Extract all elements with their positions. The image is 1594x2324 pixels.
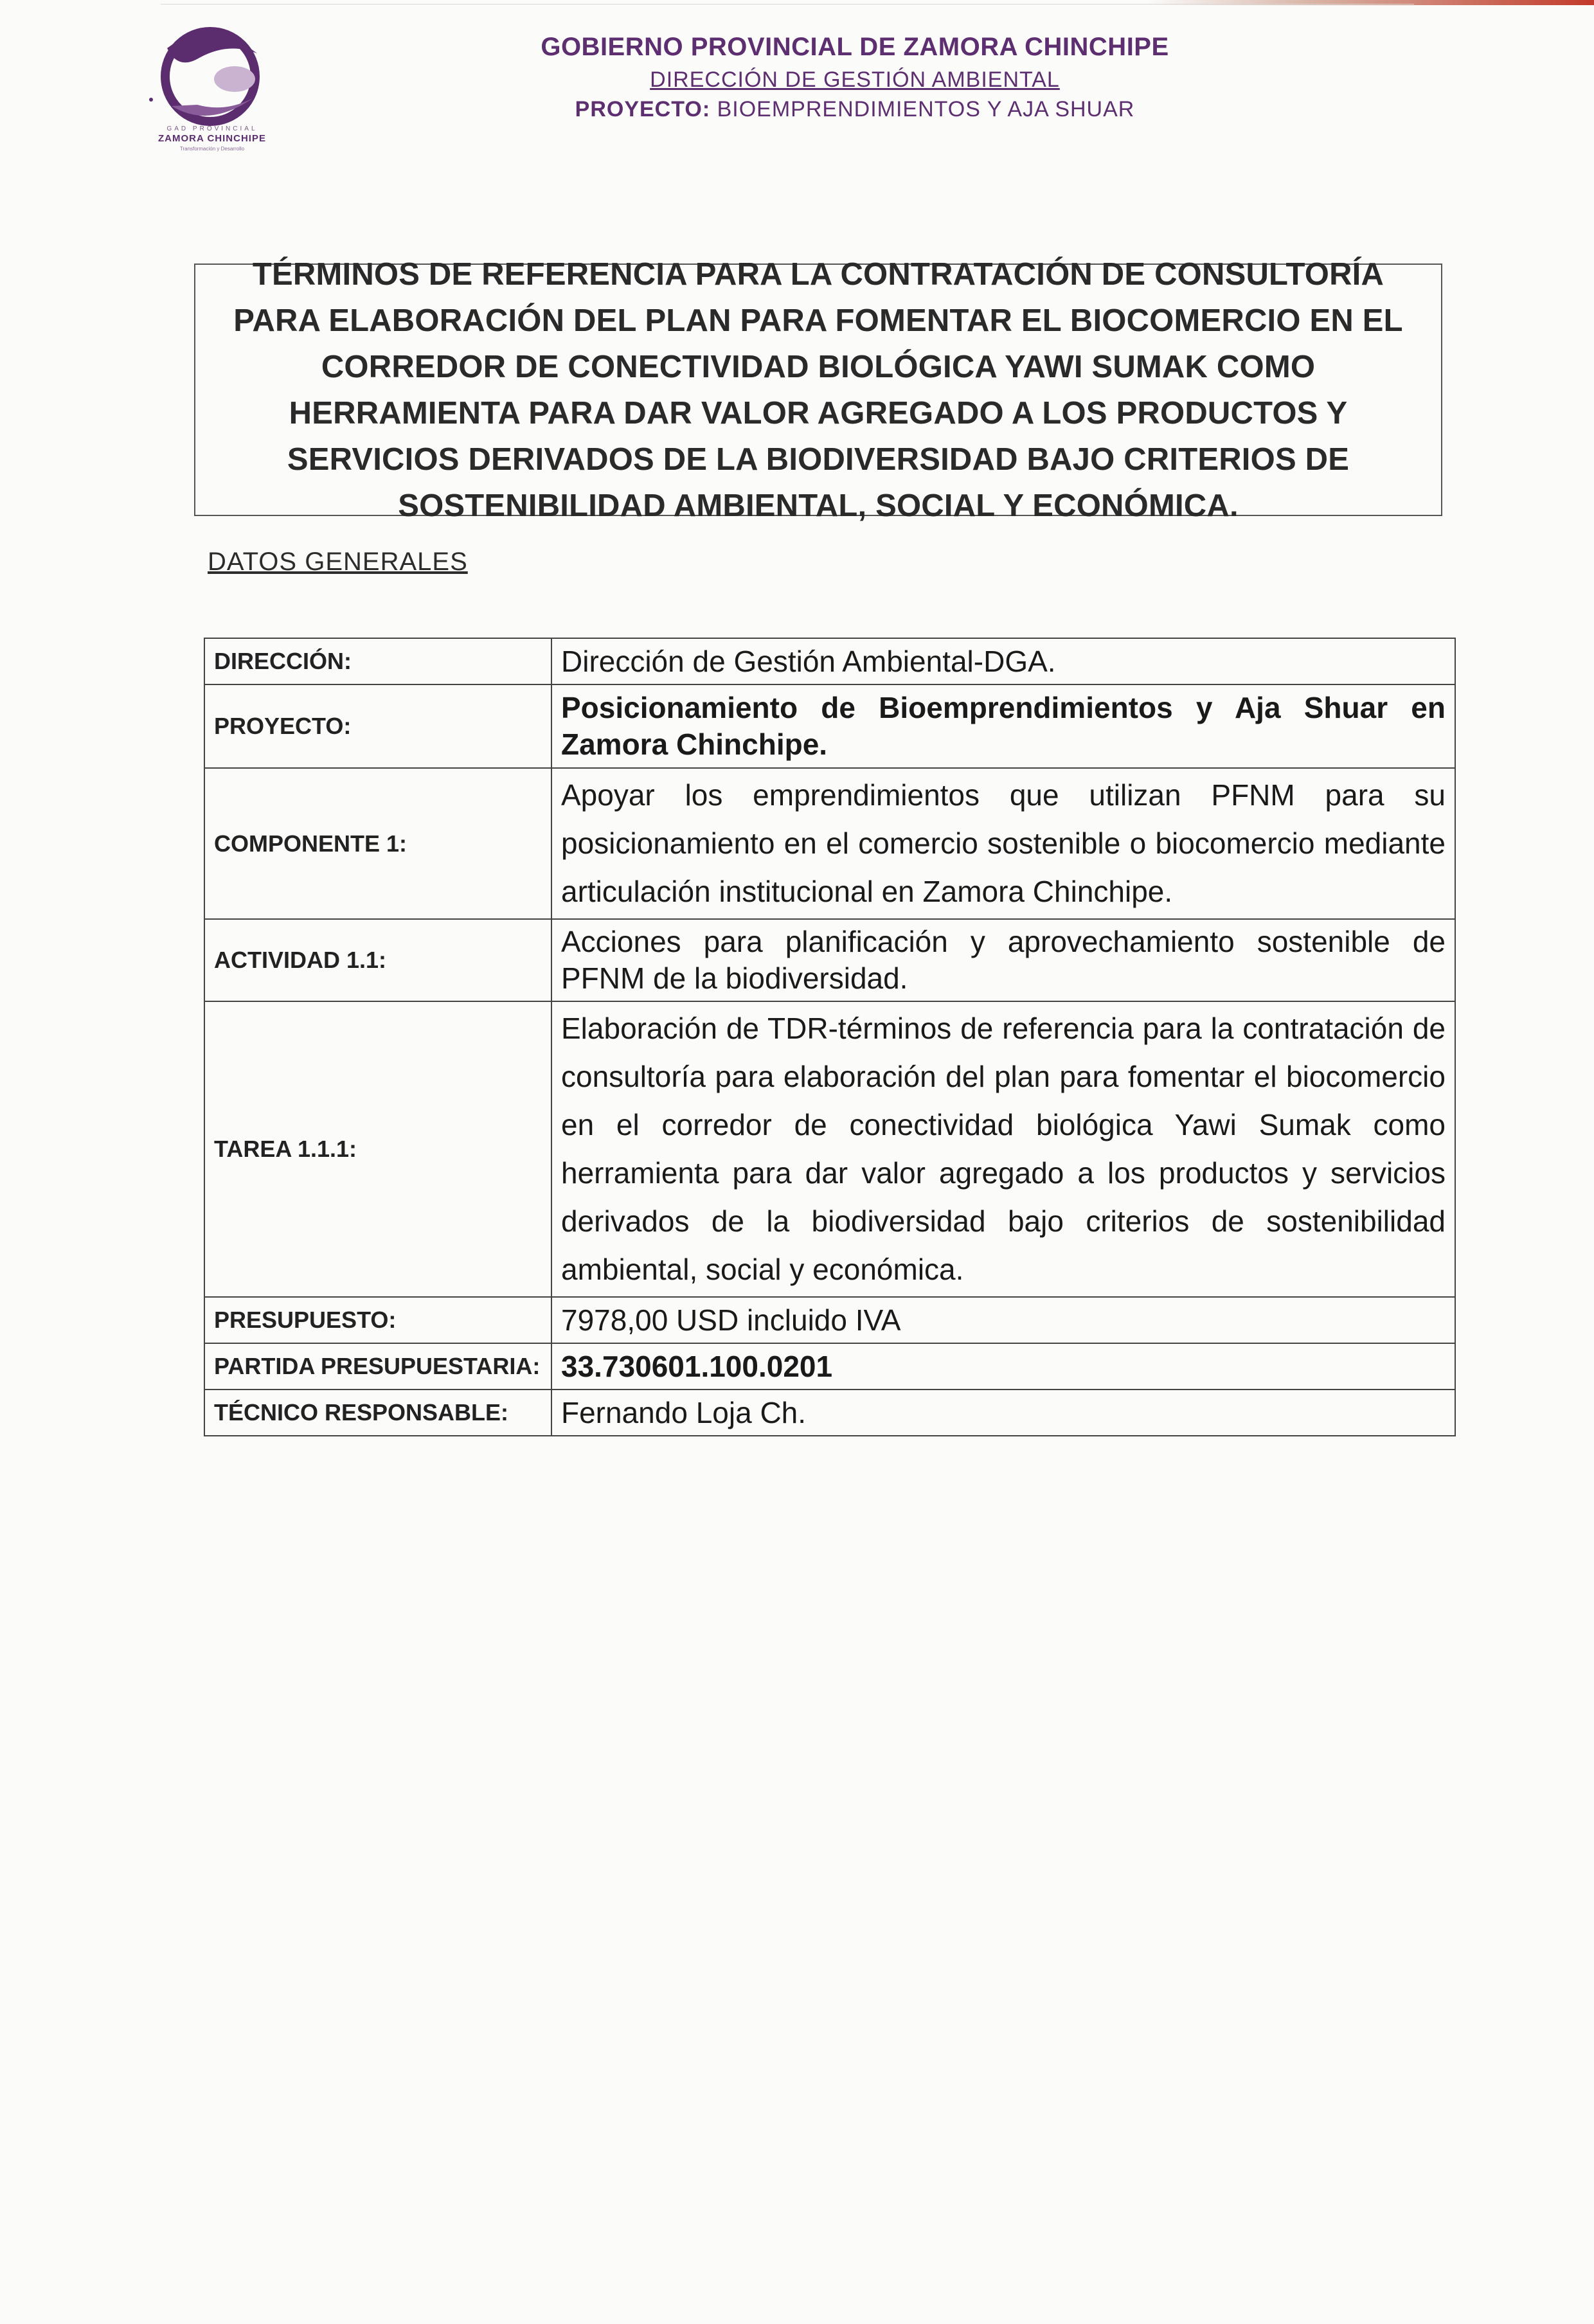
- row-label: TÉCNICO RESPONSABLE:: [204, 1390, 551, 1436]
- row-value: Apoyar los emprendimientos que utilizan PFNM para su posicionamiento en el comercio sostenible o biocomercio mediante articulación institucional en Zamora Chinchipe.: [551, 768, 1455, 919]
- row-value: Fernando Loja Ch.: [551, 1390, 1455, 1436]
- section-heading: DATOS GENERALES: [208, 548, 468, 576]
- logo-caption-name: ZAMORA CHINCHIPE: [158, 133, 266, 144]
- general-data-table: [204, 638, 1456, 1436]
- row-label: PRESUPUESTO:: [204, 1297, 551, 1343]
- gad-logo-icon: [138, 22, 286, 129]
- organization-logo: [112, 16, 318, 152]
- row-value: Acciones para planificación y aprovechamiento sostenible de PFNM de la biodiversidad.: [551, 919, 1455, 1001]
- table-row: [204, 1001, 1455, 1297]
- row-value: Dirección de Gestión Ambiental-DGA.: [551, 638, 1455, 684]
- project-label: PROYECTO:: [575, 97, 711, 121]
- direction-name: DIRECCIÓN DE GESTIÓN AMBIENTAL: [650, 67, 1060, 92]
- row-label: DIRECCIÓN:: [204, 638, 551, 684]
- table-row: [204, 684, 1455, 768]
- row-label: PARTIDA PRESUPUESTARIA:: [204, 1343, 551, 1390]
- project-name: BIOEMPRENDIMIENTOS Y AJA SHUAR: [717, 97, 1135, 121]
- table-row: [204, 1390, 1455, 1436]
- row-value: 7978,00 USD incluido IVA: [551, 1297, 1455, 1343]
- logo-tagline: Transformación y Desarrollo: [179, 146, 245, 152]
- row-value: Posicionamiento de Bioemprendimientos y Aja Shuar en Zamora Chinchipe.: [551, 684, 1455, 768]
- letterhead: [450, 29, 1260, 124]
- table-row: [204, 638, 1455, 684]
- row-label: COMPONENTE 1:: [204, 768, 551, 919]
- row-value: 33.730601.100.0201: [551, 1343, 1455, 1390]
- table-row: [204, 919, 1455, 1001]
- government-name: GOBIERNO PROVINCIAL DE ZAMORA CHINCHIPE: [541, 33, 1169, 61]
- document-title: TÉRMINOS DE REFERENCIA PARA LA CONTRATACIÓN DE CONSULTORÍA PARA ELABORACIÓN DEL PLAN PARA FOMENTAR EL BIOCOMERCIO EN EL CORREDOR DE CONECTIVIDAD BIOLÓGICA YAWI SUMAK COMO HERRAMIENTA PARA DAR VALOR AGREGADO A LOS PRODUCTOS Y SERVICIOS DERIVADOS DE LA BIODIVERSIDAD BAJO CRITERIOS DE SOSTENIBILIDAD AMBIENTAL, SOCIAL Y ECONÓMICA.: [233, 256, 1403, 523]
- row-label: TAREA 1.1.1:: [204, 1001, 551, 1297]
- logo-caption-small: GAD PROVINCIAL: [166, 125, 258, 132]
- project-line: [450, 94, 1260, 124]
- row-label: PROYECTO:: [204, 684, 551, 768]
- table-row: [204, 1297, 1455, 1343]
- document-title-box: [194, 256, 1442, 523]
- table-row: [204, 768, 1455, 919]
- table-row: [204, 1343, 1455, 1390]
- row-label: ACTIVIDAD 1.1:: [204, 919, 551, 1001]
- row-value: Elaboración de TDR-términos de referencia para la contratación de consultoría para elaboración del plan para fomentar el biocomercio en el corredor de conectividad biológica Yawi Sumak como herramienta para dar valor agregado a los productos y servicios derivados de la biodiversidad bajo criterios de sostenibilidad ambiental, social y económica.: [551, 1001, 1455, 1297]
